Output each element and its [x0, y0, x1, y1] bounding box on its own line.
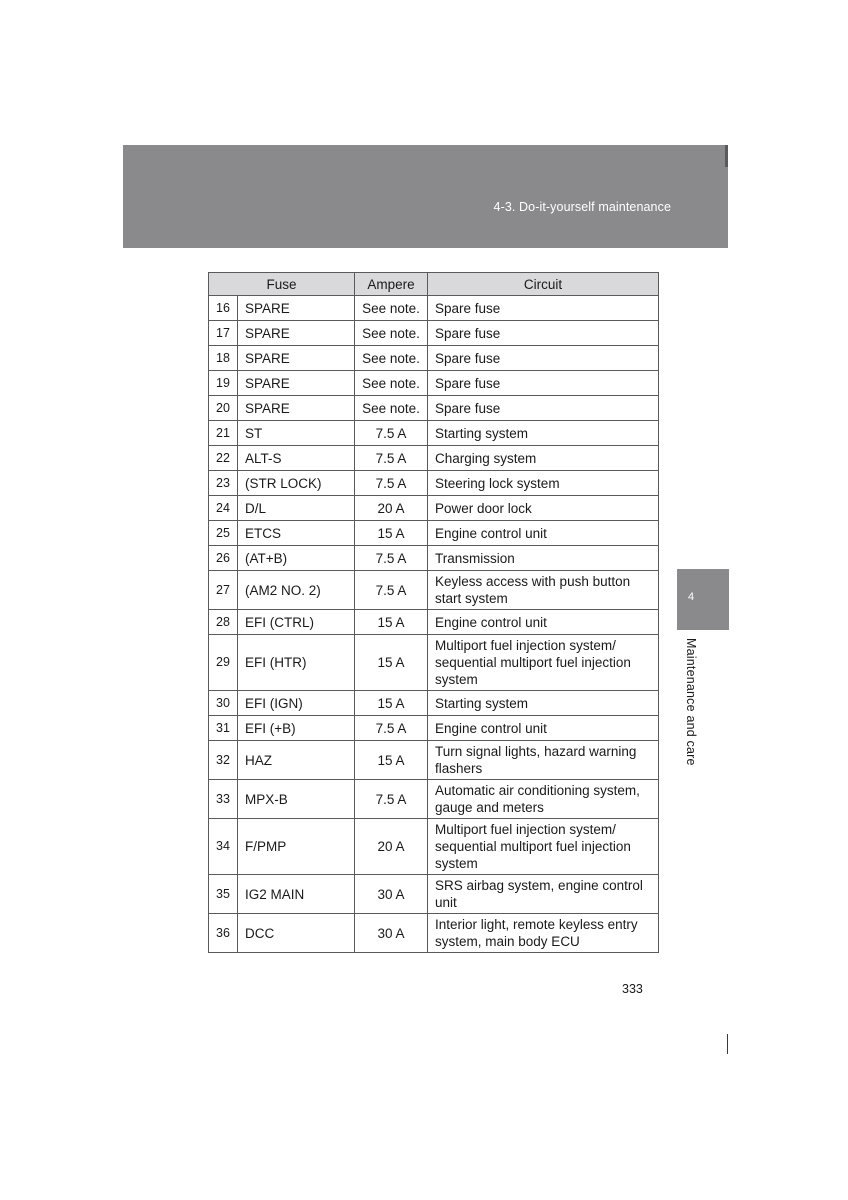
ampere-cell: 7.5 A — [355, 421, 428, 446]
table-row — [209, 321, 659, 346]
circuit-cell: Spare fuse — [428, 321, 659, 346]
fuse-table-body — [209, 296, 659, 953]
section-title: 4-3. Do-it-yourself maintenance — [493, 200, 671, 214]
fuse-number-cell: 24 — [209, 496, 238, 521]
circuit-cell: Charging system — [428, 446, 659, 471]
column-header-circuit: Circuit — [428, 273, 659, 296]
table-row — [209, 296, 659, 321]
fuse-name-cell: SPARE — [238, 371, 355, 396]
fuse-name-cell: EFI (CTRL) — [238, 610, 355, 635]
column-header-ampere: Ampere — [355, 273, 428, 296]
ampere-cell: 7.5 A — [355, 780, 428, 819]
fuse-name-cell: (STR LOCK) — [238, 471, 355, 496]
ampere-cell: 7.5 A — [355, 446, 428, 471]
ampere-cell: 7.5 A — [355, 471, 428, 496]
ampere-cell: 30 A — [355, 875, 428, 914]
fuse-name-cell: EFI (+B) — [238, 716, 355, 741]
fuse-number-cell: 35 — [209, 875, 238, 914]
circuit-cell: SRS airbag system, engine control unit — [428, 875, 659, 914]
fuse-number-cell: 31 — [209, 716, 238, 741]
circuit-cell: Turn signal lights, hazard warning flashers — [428, 741, 659, 780]
circuit-cell: Interior light, remote keyless entry system, main body ECU — [428, 914, 659, 953]
circuit-cell: Spare fuse — [428, 396, 659, 421]
circuit-cell: Steering lock system — [428, 471, 659, 496]
ampere-cell: 30 A — [355, 914, 428, 953]
fuse-name-cell: MPX-B — [238, 780, 355, 819]
circuit-cell: Transmission — [428, 546, 659, 571]
ampere-cell: 7.5 A — [355, 716, 428, 741]
fuse-number-cell: 34 — [209, 819, 238, 875]
margin-mark — [727, 1034, 728, 1054]
chapter-tab — [677, 569, 729, 630]
column-header-fuse: Fuse — [209, 273, 355, 296]
table-row — [209, 571, 659, 610]
table-row — [209, 819, 659, 875]
circuit-cell: Spare fuse — [428, 296, 659, 321]
fuse-number-cell: 33 — [209, 780, 238, 819]
table-row — [209, 716, 659, 741]
circuit-cell: Starting system — [428, 691, 659, 716]
fuse-number-cell: 25 — [209, 521, 238, 546]
fuse-name-cell: EFI (HTR) — [238, 635, 355, 691]
fuse-name-cell: SPARE — [238, 321, 355, 346]
ampere-cell: 20 A — [355, 496, 428, 521]
section-header-band — [123, 145, 728, 248]
circuit-cell: Multiport fuel injection system/ sequential multiport fuel injection system — [428, 819, 659, 875]
fuse-number-cell: 17 — [209, 321, 238, 346]
ampere-cell: 7.5 A — [355, 546, 428, 571]
table-row — [209, 635, 659, 691]
table-row — [209, 875, 659, 914]
chapter-title: Maintenance and care — [684, 638, 698, 766]
fuse-name-cell: EFI (IGN) — [238, 691, 355, 716]
ampere-cell: 15 A — [355, 635, 428, 691]
circuit-cell: Engine control unit — [428, 716, 659, 741]
circuit-cell: Spare fuse — [428, 346, 659, 371]
fuse-name-cell: SPARE — [238, 296, 355, 321]
fuse-name-cell: DCC — [238, 914, 355, 953]
fuse-number-cell: 19 — [209, 371, 238, 396]
fuse-name-cell: ST — [238, 421, 355, 446]
ampere-cell: See note. — [355, 396, 428, 421]
circuit-cell: Spare fuse — [428, 371, 659, 396]
circuit-cell: Power door lock — [428, 496, 659, 521]
ampere-cell: See note. — [355, 346, 428, 371]
ampere-cell: 7.5 A — [355, 571, 428, 610]
ampere-cell: 15 A — [355, 521, 428, 546]
circuit-cell: Engine control unit — [428, 610, 659, 635]
table-row — [209, 546, 659, 571]
fuse-number-cell: 29 — [209, 635, 238, 691]
fuse-name-cell: ETCS — [238, 521, 355, 546]
fuse-name-cell: D/L — [238, 496, 355, 521]
fuse-number-cell: 23 — [209, 471, 238, 496]
table-row — [209, 496, 659, 521]
header-corner-mark — [725, 145, 728, 167]
fuse-name-cell: IG2 MAIN — [238, 875, 355, 914]
fuse-number-cell: 26 — [209, 546, 238, 571]
page-number: 333 — [622, 982, 643, 996]
fuse-name-cell: SPARE — [238, 346, 355, 371]
fuse-number-cell: 21 — [209, 421, 238, 446]
fuse-number-cell: 27 — [209, 571, 238, 610]
table-row — [209, 610, 659, 635]
table-row — [209, 421, 659, 446]
fuse-number-cell: 32 — [209, 741, 238, 780]
table-row — [209, 691, 659, 716]
fuse-number-cell: 20 — [209, 396, 238, 421]
circuit-cell: Starting system — [428, 421, 659, 446]
table-row — [209, 780, 659, 819]
circuit-cell: Keyless access with push button start system — [428, 571, 659, 610]
fuse-name-cell: SPARE — [238, 396, 355, 421]
table-row — [209, 471, 659, 496]
fuse-number-cell: 16 — [209, 296, 238, 321]
table-row — [209, 446, 659, 471]
fuse-number-cell: 22 — [209, 446, 238, 471]
table-row — [209, 914, 659, 953]
fuse-name-cell: (AT+B) — [238, 546, 355, 571]
fuse-number-cell: 36 — [209, 914, 238, 953]
fuse-number-cell: 30 — [209, 691, 238, 716]
ampere-cell: 20 A — [355, 819, 428, 875]
table-header-row — [209, 273, 659, 296]
ampere-cell: 15 A — [355, 741, 428, 780]
ampere-cell: See note. — [355, 321, 428, 346]
ampere-cell: 15 A — [355, 691, 428, 716]
circuit-cell: Automatic air conditioning system, gauge and meters — [428, 780, 659, 819]
fuse-name-cell: (AM2 NO. 2) — [238, 571, 355, 610]
table-row — [209, 396, 659, 421]
table-row — [209, 521, 659, 546]
circuit-cell: Engine control unit — [428, 521, 659, 546]
fuse-name-cell: F/PMP — [238, 819, 355, 875]
circuit-cell: Multiport fuel injection system/ sequential multiport fuel injection system — [428, 635, 659, 691]
fuse-number-cell: 18 — [209, 346, 238, 371]
table-row — [209, 741, 659, 780]
fuse-number-cell: 28 — [209, 610, 238, 635]
ampere-cell: 15 A — [355, 610, 428, 635]
ampere-cell: See note. — [355, 296, 428, 321]
chapter-number: 4 — [688, 591, 695, 603]
table-row — [209, 346, 659, 371]
ampere-cell: See note. — [355, 371, 428, 396]
fuse-table — [208, 272, 659, 953]
table-row — [209, 371, 659, 396]
fuse-name-cell: HAZ — [238, 741, 355, 780]
fuse-name-cell: ALT-S — [238, 446, 355, 471]
